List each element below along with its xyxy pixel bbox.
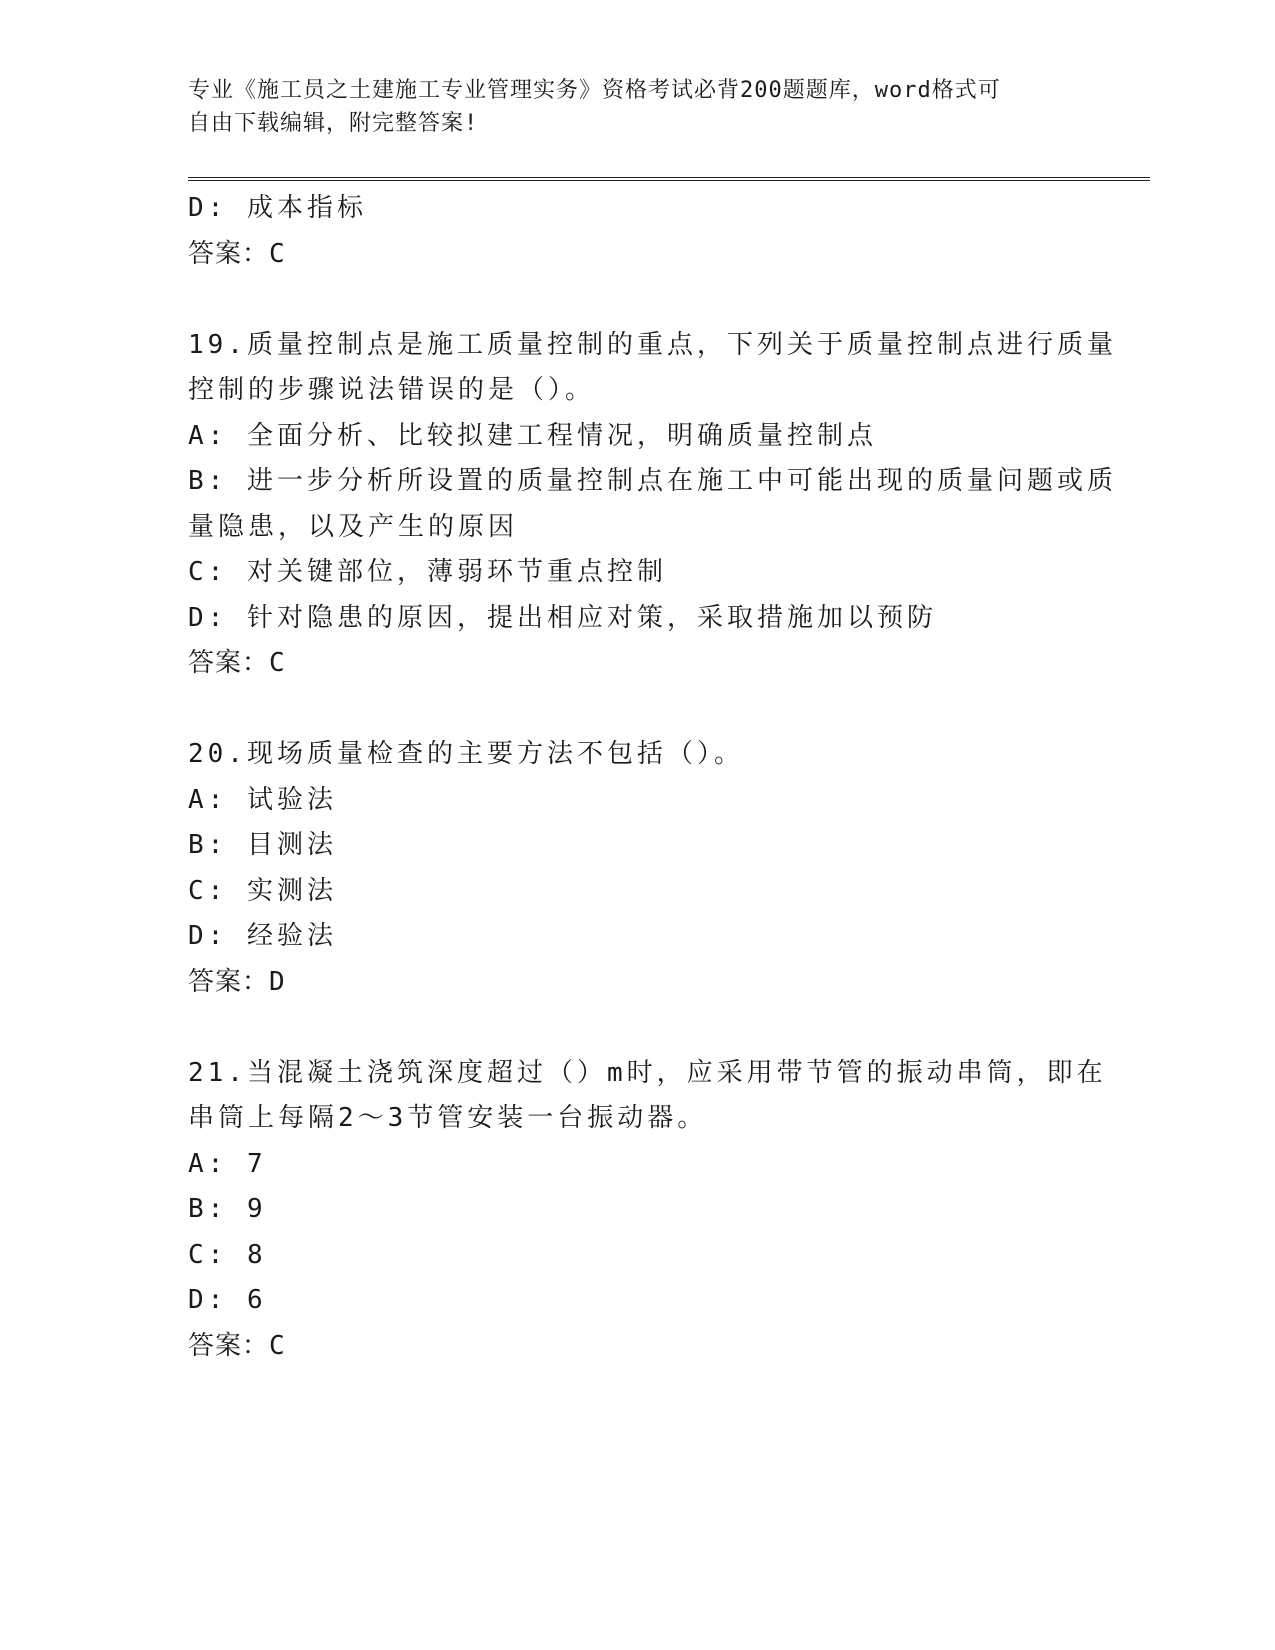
question-18-tail xyxy=(188,186,1088,277)
spacer xyxy=(188,687,1088,733)
option-c: C: 8 xyxy=(188,1239,267,1270)
question-stem: 20.现场质量检查的主要方法不包括（）。 xyxy=(188,739,744,769)
option-b: B: 进一步分析所设置的质量控制点在施工中可能出现的质量问题或质 xyxy=(188,466,1117,496)
option-d: D: 针对隐患的原因，提出相应对策，采取措施加以预防 xyxy=(188,602,937,633)
answer: 答案：C xyxy=(188,1330,286,1361)
question-19 xyxy=(188,323,1117,687)
question-21 xyxy=(188,1051,1107,1370)
option-d: D: 6 xyxy=(188,1285,267,1315)
question-stem: 串筒上每隔2～3节管安装一台振动器。 xyxy=(188,1103,708,1133)
header-divider xyxy=(188,177,1150,181)
answer: 答案：C xyxy=(188,238,286,269)
header-title-line-2: 自由下载编辑，附完整答案! xyxy=(188,111,479,136)
document-header xyxy=(188,74,1088,140)
option-b: B: 目测法 xyxy=(188,830,337,860)
question-stem: 21.当混凝土浇筑深度超过（）m时，应采用带节管的振动串筒，即在 xyxy=(188,1057,1107,1088)
answer: 答案：D xyxy=(188,966,286,997)
option-d: D: 成本指标 xyxy=(188,193,367,223)
question-stem: 19.质量控制点是施工质量控制的重点，下列关于质量控制点进行质量 xyxy=(188,329,1117,360)
option-a: A: 试验法 xyxy=(188,784,337,815)
spacer xyxy=(188,277,1088,323)
question-list xyxy=(188,186,1117,1369)
option-a: A: 全面分析、比较拟建工程情况，明确质量控制点 xyxy=(188,420,877,451)
option-b: B: 9 xyxy=(188,1194,267,1224)
option-c: C: 实测法 xyxy=(188,875,337,906)
question-20 xyxy=(188,732,1088,1005)
option-c: C: 对关键部位，薄弱环节重点控制 xyxy=(188,557,667,587)
option-a: A: 7 xyxy=(188,1148,267,1179)
spacer xyxy=(188,1005,1088,1051)
header-title-line-1: 专业《施工员之土建施工专业管理实务》资格考试必背200题题库，word格式可 xyxy=(188,78,1001,103)
answer: 答案：C xyxy=(188,648,286,678)
option-b: 量隐患，以及产生的原因 xyxy=(188,511,519,542)
question-stem: 控制的步骤说法错误的是（）。 xyxy=(188,375,596,405)
option-d: D: 经验法 xyxy=(188,921,337,951)
